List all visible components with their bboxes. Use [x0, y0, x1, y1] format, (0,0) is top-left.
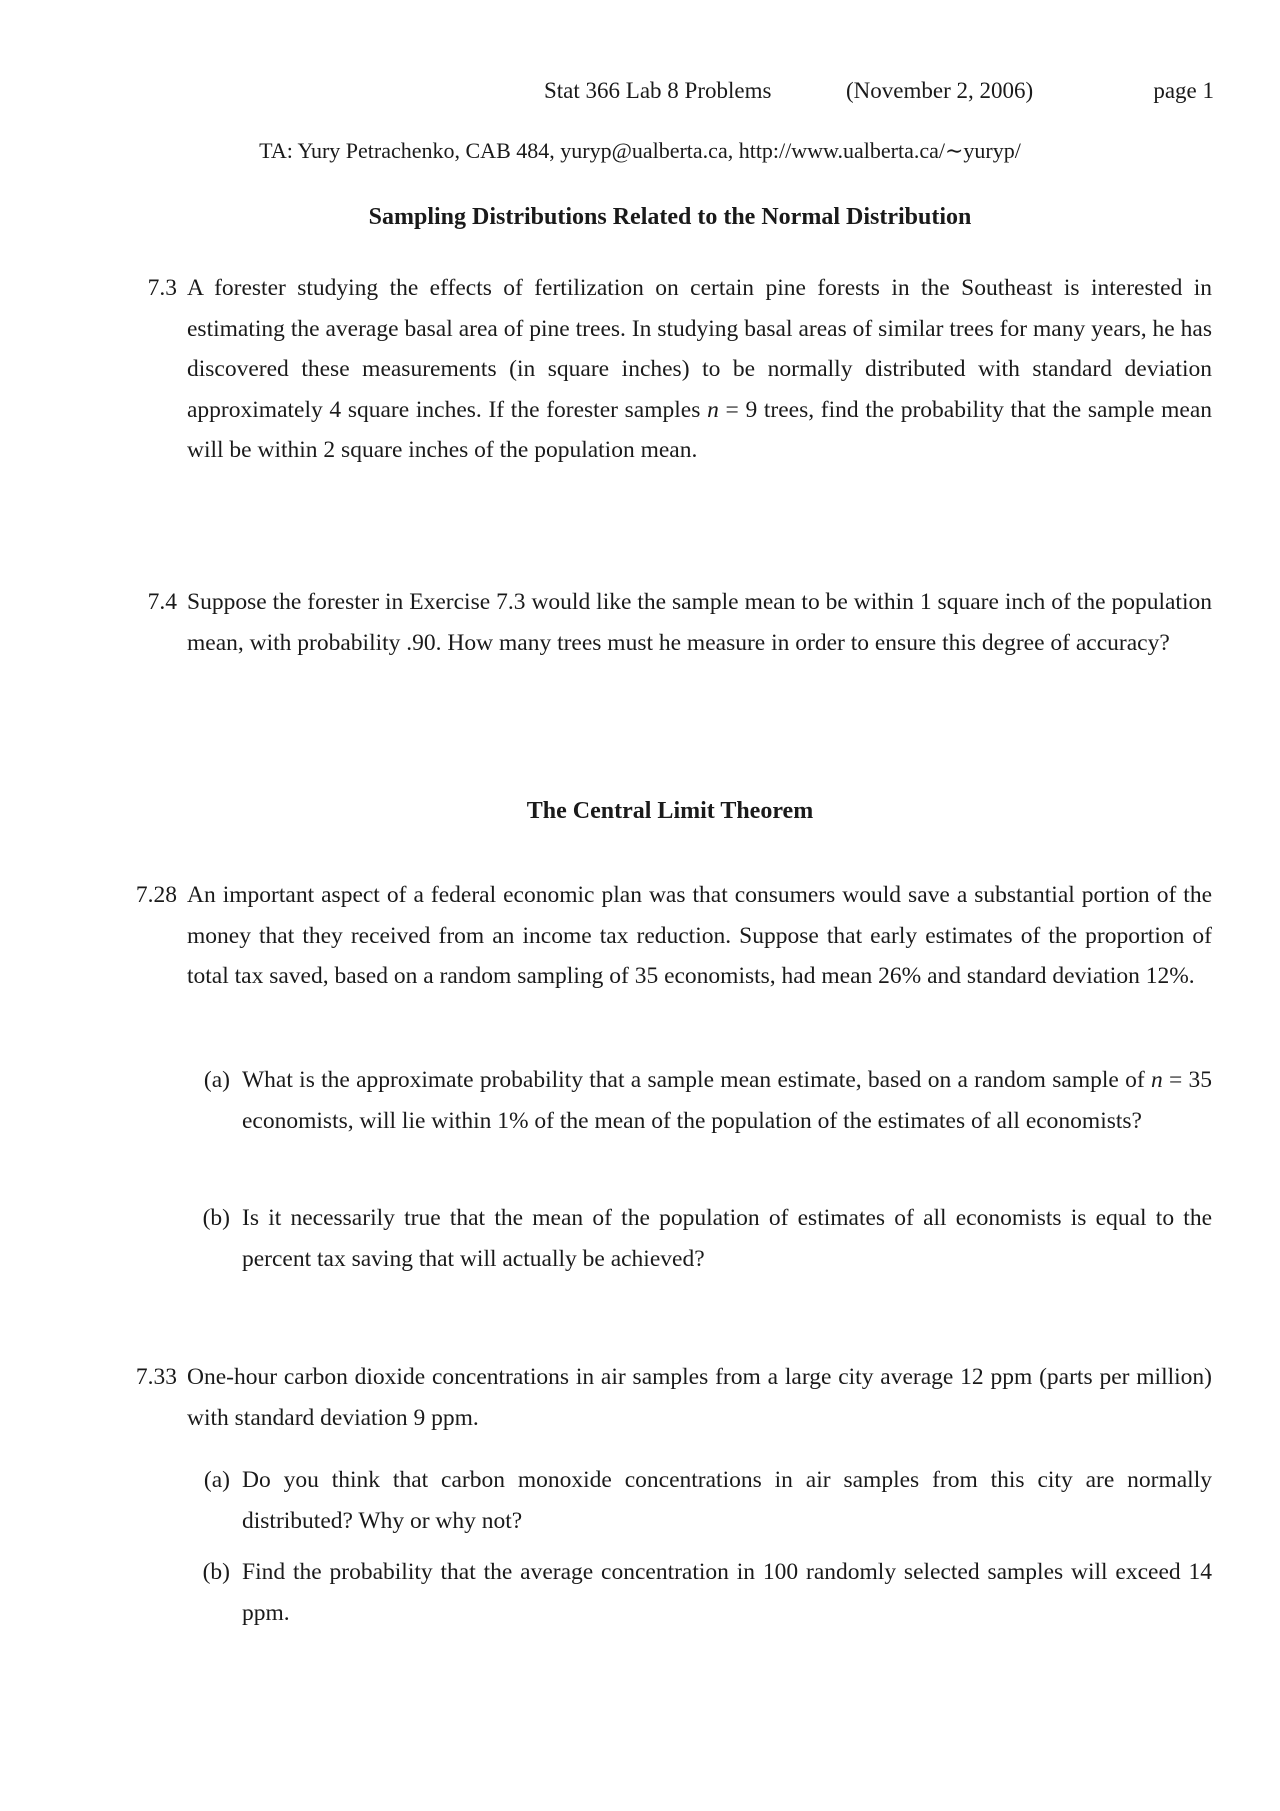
problem-text: One-hour carbon dioxide concentrations in air samples from a large city average 12 ppm (parts per million) with standard deviation 9 ppm. — [187, 1364, 1212, 1431]
part-label: (a) — [203, 1067, 230, 1093]
problem-7-28-part-b — [202, 1198, 1212, 1279]
problem-7-28-part-a — [203, 1060, 1212, 1141]
part-label: (b) — [202, 1559, 230, 1585]
problem-7-33 — [135, 1357, 1212, 1438]
header-course-title: Stat 366 Lab 8 Problems — [544, 78, 772, 103]
header-date: (November 2, 2006) — [846, 78, 1034, 103]
problem-number: 7.28 — [135, 882, 177, 908]
section-heading-sampling-distributions: Sampling Distributions Related to the Normal Distribution — [368, 204, 972, 230]
problem-7-3 — [147, 268, 1213, 471]
problem-number: 7.4 — [147, 589, 177, 615]
running-header — [544, 78, 1214, 110]
problem-text: Suppose the forester in Exercise 7.3 would like the sample mean to be within 1 square inch of the population mean, with probability .90. How many trees must he measure in order to ensure this degree of accuracy? — [187, 589, 1212, 656]
math-variable-n: n — [1150, 1067, 1163, 1093]
part-label: (a) — [203, 1467, 230, 1493]
problem-text: An important aspect of a federal economic plan was that consumers would save a substantial portion of the money that they received from an income tax reduction. Suppose that early estimates of the proportion of total tax saved, based on a random sampling of 35 economists, had mean 26% and standard deviation 12%. — [187, 882, 1212, 989]
problem-7-4 — [147, 582, 1212, 663]
math-variable-n: n — [707, 396, 719, 423]
problem-7-33-part-b — [202, 1552, 1212, 1633]
problem-7-33-part-a — [203, 1460, 1212, 1541]
problem-text: A forester studying the effects of fertilization on certain pine forests in the Southeast is interested in estimating the average basal area of pine trees. In studying basal areas of similar trees for many years, he has discovered these measurements (in square inches) to be normally distributed with standard deviation approximately 4 square inches. If the forester samples n = 9 trees, find the probability that the sample mean will be within 2 square inches of the population mean. — [187, 275, 1213, 463]
ta-contact-line: TA: Yury Petrachenko, CAB 484, yuryp@ualberta.ca, http://www.ualberta.ca/∼yuryp/ — [259, 138, 1021, 163]
part-text: What is the approximate probability that a sample mean estimate, based on a random sample of n = 35 economists, will lie within 1% of the mean of the population of the estimates of all economists? — [242, 1067, 1212, 1134]
part-text: Find the probability that the average concentration in 100 randomly selected samples will exceed 14 ppm. — [242, 1559, 1212, 1626]
problem-number: 7.33 — [135, 1364, 177, 1390]
problem-number: 7.3 — [147, 275, 177, 301]
part-text: Do you think that carbon monoxide concentrations in air samples from this city are normally distributed? Why or why not? — [242, 1467, 1212, 1534]
section-heading-central-limit-theorem: The Central Limit Theorem — [526, 798, 814, 824]
part-text: Is it necessarily true that the mean of the population of estimates of all economists is equal to the percent tax saving that will actually be achieved? — [242, 1205, 1212, 1272]
header-page-number: page 1 — [1153, 78, 1214, 103]
part-label: (b) — [202, 1205, 230, 1231]
problem-7-28 — [135, 875, 1212, 997]
